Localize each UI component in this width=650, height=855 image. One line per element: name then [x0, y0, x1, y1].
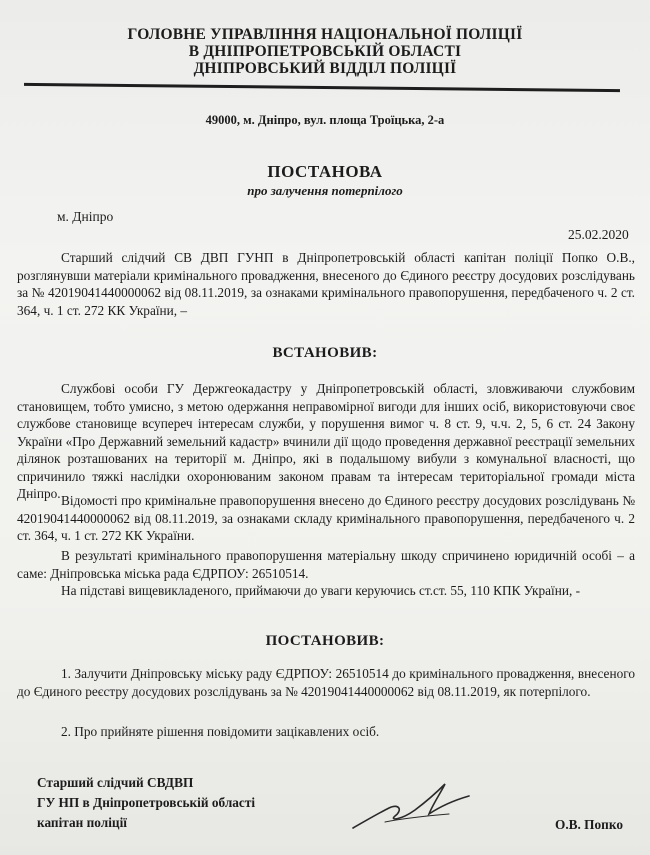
intro-paragraph: Старший слідчий СВ ДВП ГУНП в Дніпропетровській області капітан поліції Попко О.В., розглянувши матеріали кримінального провадження, внесеного до Єдиного реєстру досудових розслідувань за № 42019041440000062 від 08.11.2019, за ознаками кримінального правопорушення, передбаченого ч. 2 ст. 364, ч. 1 ст. 272 КК України, – — [17, 250, 635, 318]
handwritten-signature — [345, 770, 475, 840]
established-paragraph-3: В результаті кримінального правопорушення матеріальну шкоду спричинено юридичній особі – а саме: Дніпровська міська рада ЄДРПОУ: 26510514. — [17, 548, 635, 581]
header-divider — [24, 83, 620, 92]
established-paragraph-4: На підставі вищевикладеного, приймаючи до уваги керуючись ст.ст. 55, 110 КПК України, - — [61, 583, 581, 598]
document-place: м. Дніпро — [57, 209, 114, 224]
decision-item-1: 1. Залучити Дніпровську міську раду ЄДРПОУ: 26510514 до кримінального провадження, внесеного до Єдиного реєстру досудових розслідувань за № 42019041440000062 від 08.11.2019, як потерпілого. — [17, 666, 635, 699]
signatory-department: ГУ НП в Дніпропетровській області — [37, 795, 256, 810]
header-line-2: В ДНІПРОПЕТРОВСЬКІЙ ОБЛАСТІ — [188, 43, 462, 60]
signatory-rank: капітан поліції — [37, 815, 127, 830]
signatory-name: О.В. Попко — [555, 817, 623, 832]
decision-item-2: 2. Про прийняте рішення повідомити зацікавлених осіб. — [61, 724, 380, 739]
decided-heading: ПОСТАНОВИВ: — [265, 633, 385, 649]
document-title: ПОСТАНОВА — [267, 162, 383, 181]
established-heading: ВСТАНОВИВ: — [272, 345, 378, 361]
established-paragraph-1: Службові особи ГУ Держгеокадастру у Дніпропетровській області, зловживаючи службовим становищем, тобто умисно, з метою одержання неправомірної вигоди для інших осіб, використовуючи своє службове становище всупереч інтересам служби, у порушення вимог ч. 8 ст. 9, ч.ч. 2, 5, 6 ст. 24 Закону України «Про Державний земельний кадастр» вчинили дії щодо проведення державної реєстрації земельних ділянок розташованих на території м. Дніпро, які в подальшому вибули з комунальної власності, що спричинило тяжкі наслідки охоронюваним законом правам та інтересам територіальної громади міста Дніпро. — [17, 381, 635, 501]
header-address: 49000, м. Дніпро, вул. площа Троїцька, 2-а — [205, 113, 445, 127]
document-subtitle: про залучення потерпілого — [247, 183, 403, 198]
header-line-1: ГОЛОВНЕ УПРАВЛІННЯ НАЦІОНАЛЬНОЇ ПОЛІЦІЇ — [127, 26, 523, 43]
signatory-position: Старший слідчий СВДВП — [37, 775, 194, 790]
header-line-3: ДНІПРОВСЬКИЙ ВІДДІЛ ПОЛІЦІЇ — [193, 60, 457, 77]
established-paragraph-2: Відомості про кримінальне правопорушення внесено до Єдиного реєстру досудових розслідувань № 42019041440000062 від 08.11.2019, за ознаками складу кримінального правопорушення, передбаченого ч. 2 ст. 364, ч. 1 ст. 272 КК України. — [17, 493, 635, 543]
document-date: 25.02.2020 — [568, 227, 629, 242]
